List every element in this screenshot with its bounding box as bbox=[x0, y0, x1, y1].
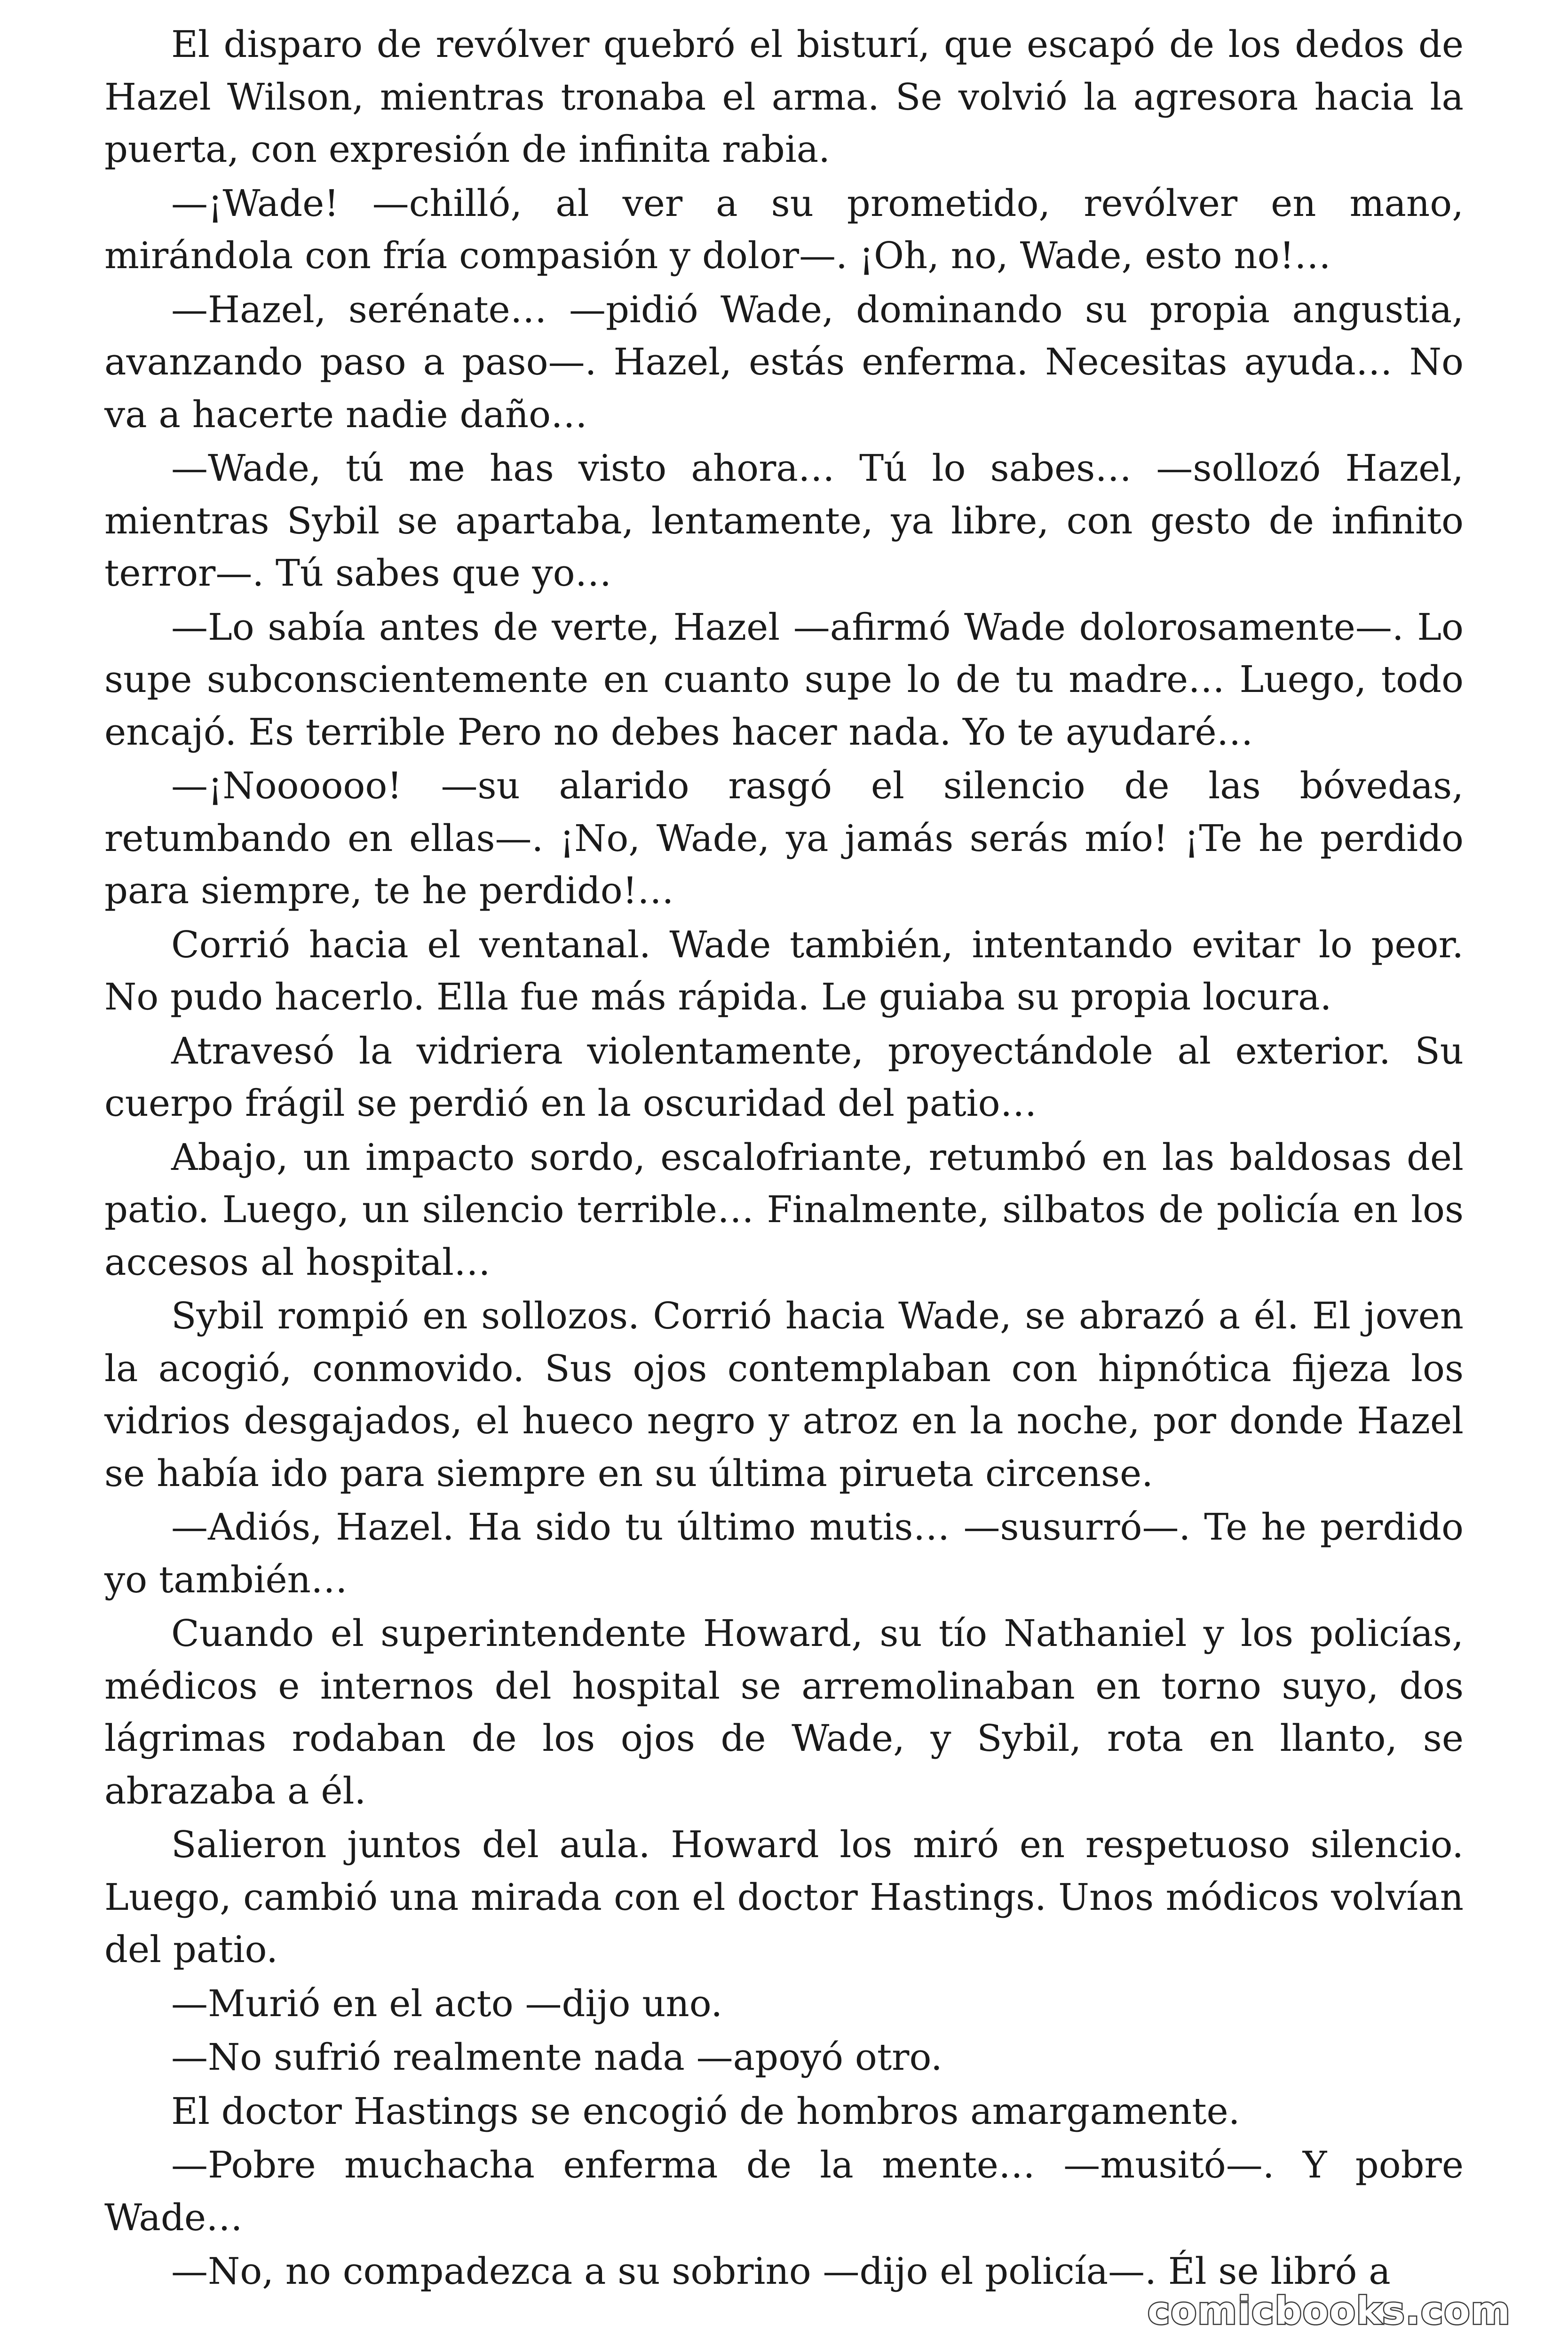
paragraph-14: —Murió en el acto —dijo uno. bbox=[171, 1982, 723, 2025]
paragraph-6: —¡Noooooo! —su alarido rasgó el silencio de las bóvedas, retumbando en ellas—. ¡No, Wade, ya jamás serás mío! ¡Te he perdido para siempre, te he perdido!… bbox=[104, 765, 1464, 912]
paragraph-15: —No sufrió realmente nada —apoyó otro. bbox=[171, 2036, 942, 2079]
paragraph-1: El disparo de revólver quebró el bisturí, que escapó de los dedos de Hazel Wilson, mientras tronaba el arma. Se volvió la agresora hacia la puerta, con expresión de infinita rabia. bbox=[104, 24, 1464, 171]
paragraph-2: —¡Wade! —chilló, al ver a su prometido, revólver en mano, mirándola con fría compasión y dolor—. ¡Oh, no, Wade, esto no!… bbox=[104, 182, 1464, 277]
paragraph-11: —Adiós, Hazel. Ha sido tu último mutis… —susurró—. Te he perdido yo también… bbox=[104, 1506, 1464, 1601]
paragraph-7: Corrió hacia el ventanal. Wade también, intentando evitar lo peor. No pudo hacerlo. Ella fue más rápida. Le guiaba su propia locura. bbox=[104, 923, 1464, 1018]
paragraph-8: Atravesó la vidriera violentamente, proyectándole al exterior. Su cuerpo frágil se perdió en la oscuridad del patio… bbox=[104, 1030, 1464, 1125]
body-text bbox=[104, 19, 1464, 2300]
paragraph-18: —No, no compadezca a su sobrino —dijo el policía—. Él se libró a bbox=[171, 2250, 1391, 2293]
paragraph-10: Sybil rompió en sollozos. Corrió hacia Wade, se abrazó a él. El joven la acogió, conmovido. Sus ojos contemplaban con hipnótica fijeza los vidrios desgajados, el hueco negro y atroz en la noche, por donde Hazel se había ido para siempre en su última pirueta circense. bbox=[104, 1295, 1464, 1495]
watermark-logo: comicbooks.com bbox=[1148, 2289, 1511, 2333]
paragraph-3: —Hazel, serénate… —pidió Wade, dominando su propia angustia, avanzando paso a paso—. Hazel, estás enferma. Necesitas ayuda… No va a hacerte nadie daño… bbox=[104, 288, 1464, 436]
paragraph-12: Cuando el superintendente Howard, su tío Nathaniel y los policías, médicos e internos del hospital se arremolinaban en torno suyo, dos lágrimas rodaban de los ojos de Wade, y Sybil, rota en llanto, se abrazaba a él. bbox=[104, 1613, 1464, 1812]
paragraph-5: —Lo sabía antes de verte, Hazel —afirmó Wade dolorosamente—. Lo supe subconscientemente en cuanto supe lo de tu madre… Luego, todo encajó. Es terrible Pero no debes hacer nada. Yo te ayudaré… bbox=[104, 606, 1464, 754]
paragraph-16: El doctor Hastings se encogió de hombros amargamente. bbox=[171, 2090, 1240, 2133]
paragraph-13: Salieron juntos del aula. Howard los miró en respetuoso silencio. Luego, cambió una mirada con el doctor Hastings. Unos módicos volvían del patio. bbox=[104, 1824, 1464, 1971]
paragraph-9: Abajo, un impacto sordo, escalofriante, retumbó en las baldosas del patio. Luego, un silencio terrible… Finalmente, silbatos de policía en los accesos al hospital… bbox=[104, 1136, 1464, 1284]
paragraph-4: —Wade, tú me has visto ahora… Tú lo sabes… —sollozó Hazel, mientras Sybil se apartaba, lentamente, ya libre, con gesto de infinito terror—. Tú sabes que yo… bbox=[104, 447, 1464, 595]
paragraph-17: —Pobre muchacha enferma de la mente… —musitó—. Y pobre Wade… bbox=[104, 2144, 1464, 2239]
